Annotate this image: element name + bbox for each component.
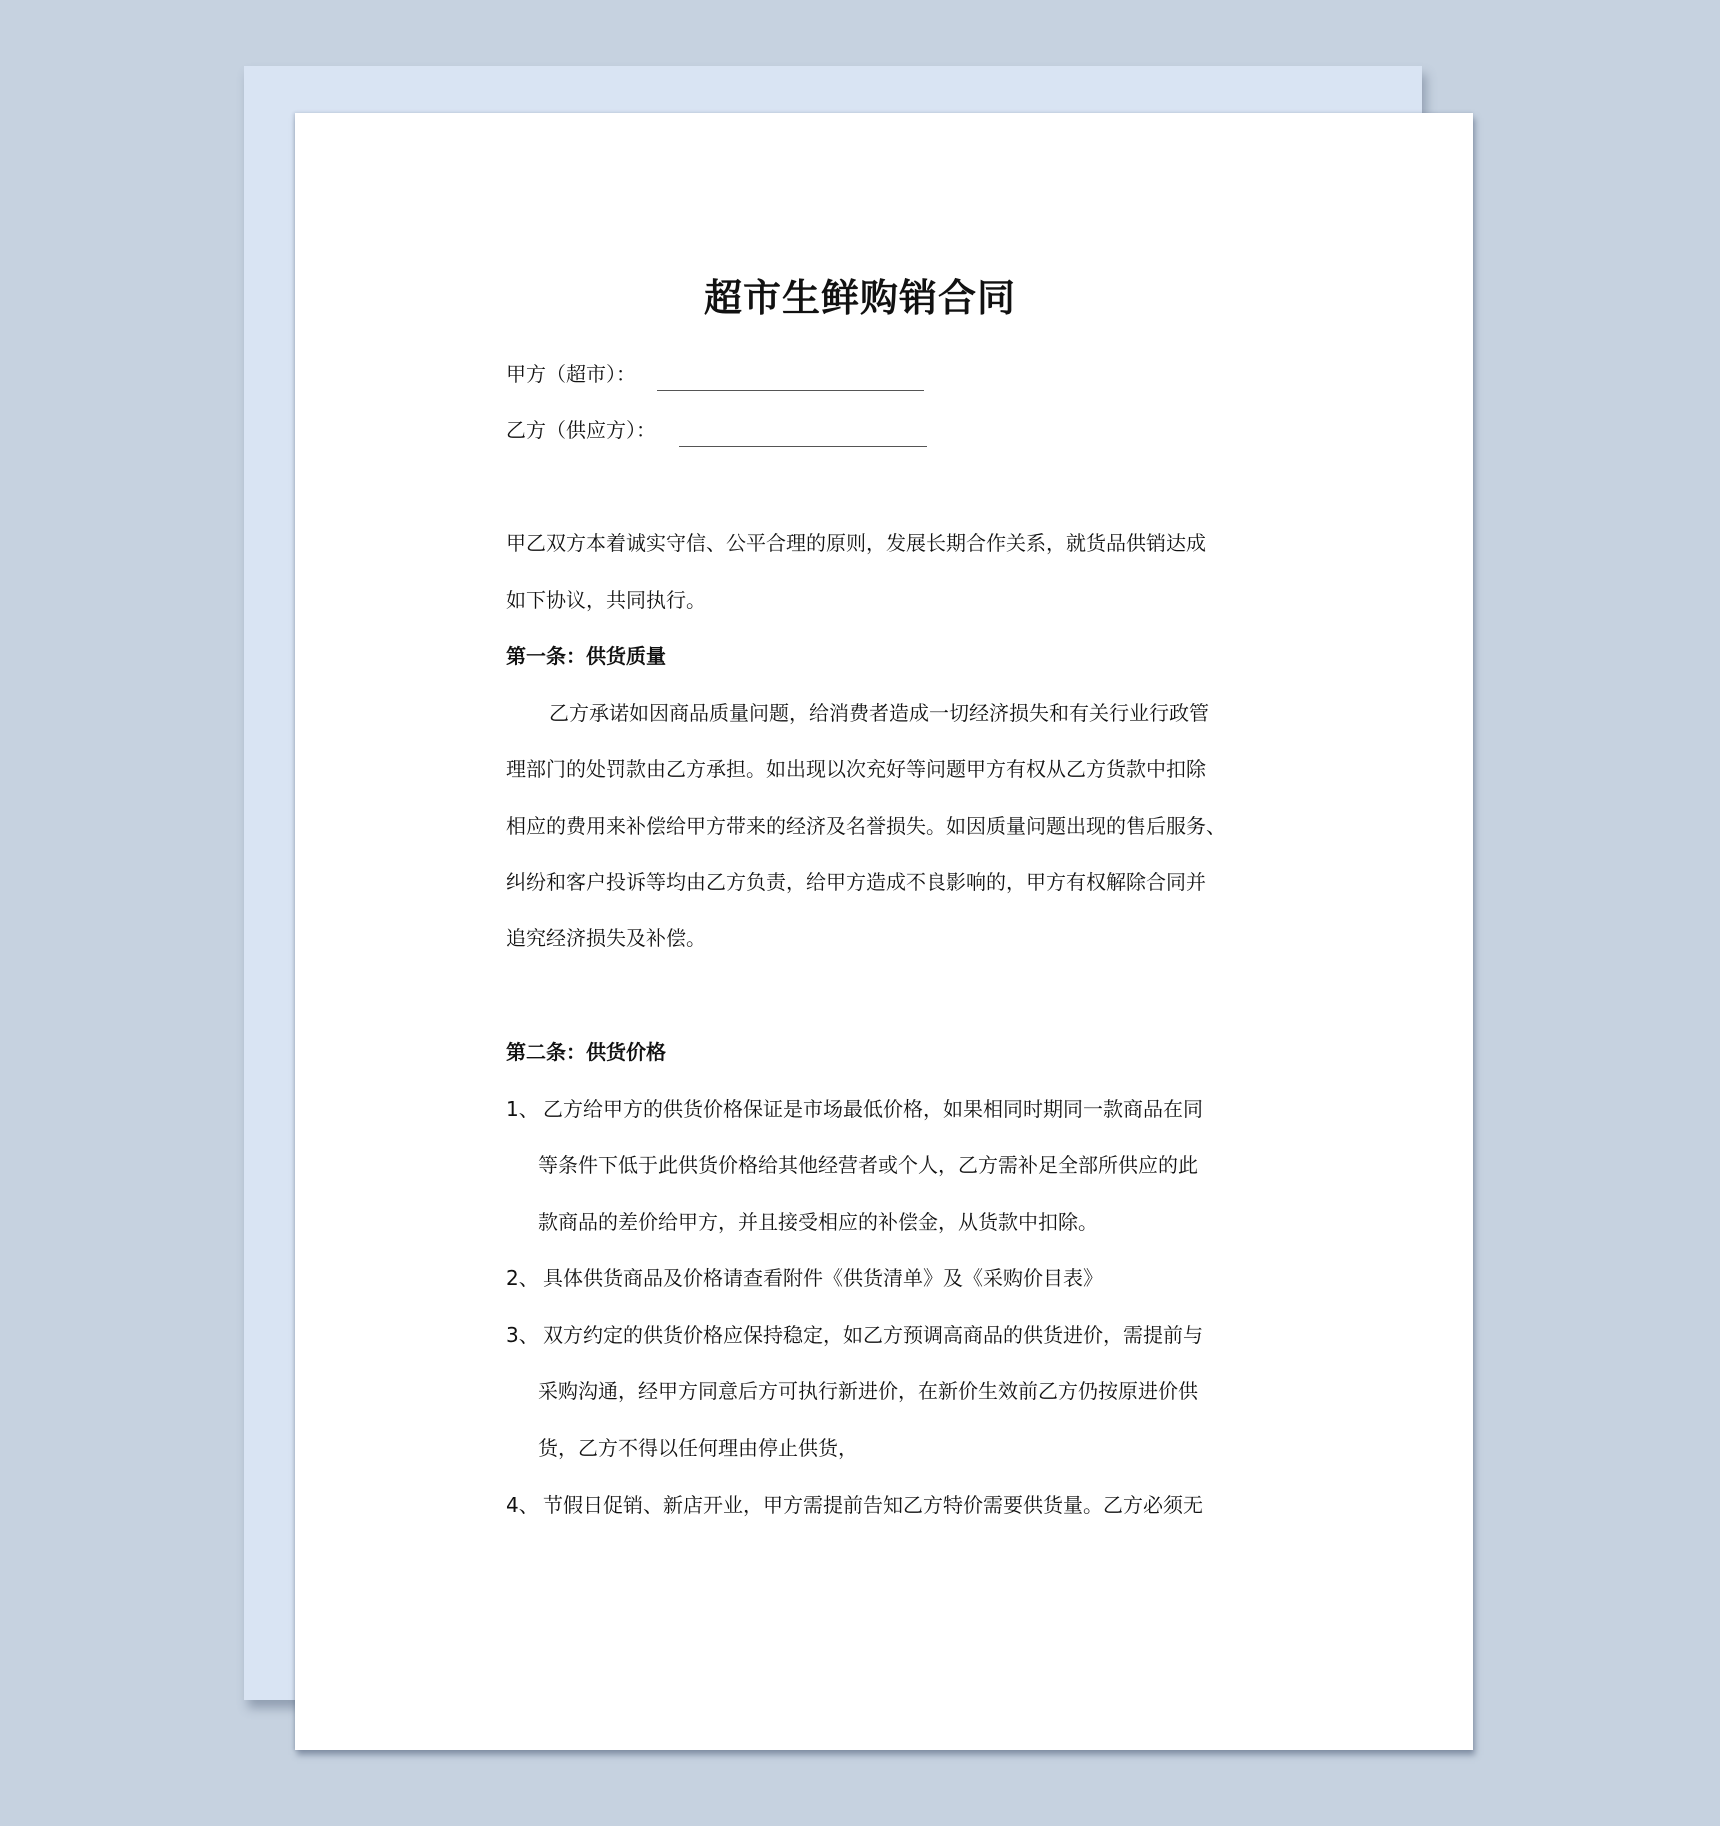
article-1-line: 相应的费用来补偿给甲方带来的经济及名誉损失。如因质量问题出现的售后服务、 [506, 814, 1226, 838]
article-2-item-text: 款商品的差价给甲方，并且接受相应的补偿金，从货款中扣除。 [538, 1210, 1098, 1234]
party-b-label: 乙方（供应方）： [506, 418, 656, 442]
article-2-heading: 第二条：供货价格 [506, 1040, 666, 1064]
article-2-item-text: 具体供货商品及价格请查看附件《供货清单》及《采购价目表》 [543, 1266, 1103, 1290]
article-2-item-number: 3、 [506, 1323, 539, 1347]
article-2-item-text: 等条件下低于此供货价格给其他经营者或个人，乙方需补足全部所供应的此 [538, 1153, 1198, 1177]
article-1-line: 纠纷和客户投诉等均由乙方负责，给甲方造成不良影响的，甲方有权解除合同并 [506, 870, 1206, 894]
article-1-line: 追究经济损失及补偿。 [506, 926, 706, 950]
article-2-item-number: 4、 [506, 1493, 539, 1517]
article-2-item-text: 货，乙方不得以任何理由停止供货， [538, 1436, 858, 1460]
party-b-blank-field[interactable] [679, 446, 927, 447]
article-1-heading: 第一条：供货质量 [506, 644, 666, 668]
article-1-line: 理部门的处罚款由乙方承担。如出现以次充好等问题甲方有权从乙方货款中扣除 [506, 757, 1206, 781]
intro-line: 甲乙双方本着诚实守信、公平合理的原则，发展长期合作关系，就货品供销达成 [506, 531, 1206, 555]
intro-line: 如下协议，共同执行。 [506, 588, 706, 612]
party-a-label: 甲方（超市）： [506, 362, 636, 386]
article-2-item-text: 采购沟通，经甲方同意后方可执行新进价，在新价生效前乙方仍按原进价供 [538, 1379, 1198, 1403]
article-2-item-text: 节假日促销、新店开业，甲方需提前告知乙方特价需要供货量。乙方必须无 [543, 1493, 1203, 1517]
article-2-item-text: 双方约定的供货价格应保持稳定，如乙方预调高商品的供货进价，需提前与 [543, 1323, 1203, 1347]
article-1-line: 乙方承诺如因商品质量问题，给消费者造成一切经济损失和有关行业行政管 [549, 701, 1209, 725]
article-2-item-number: 2、 [506, 1266, 539, 1290]
article-2-item-text: 乙方给甲方的供货价格保证是市场最低价格，如果相同时期同一款商品在同 [543, 1097, 1203, 1121]
party-a-blank-field[interactable] [657, 390, 924, 391]
document-title: 超市生鲜购销合同 [703, 276, 1016, 320]
article-2-item-number: 1、 [506, 1097, 539, 1121]
